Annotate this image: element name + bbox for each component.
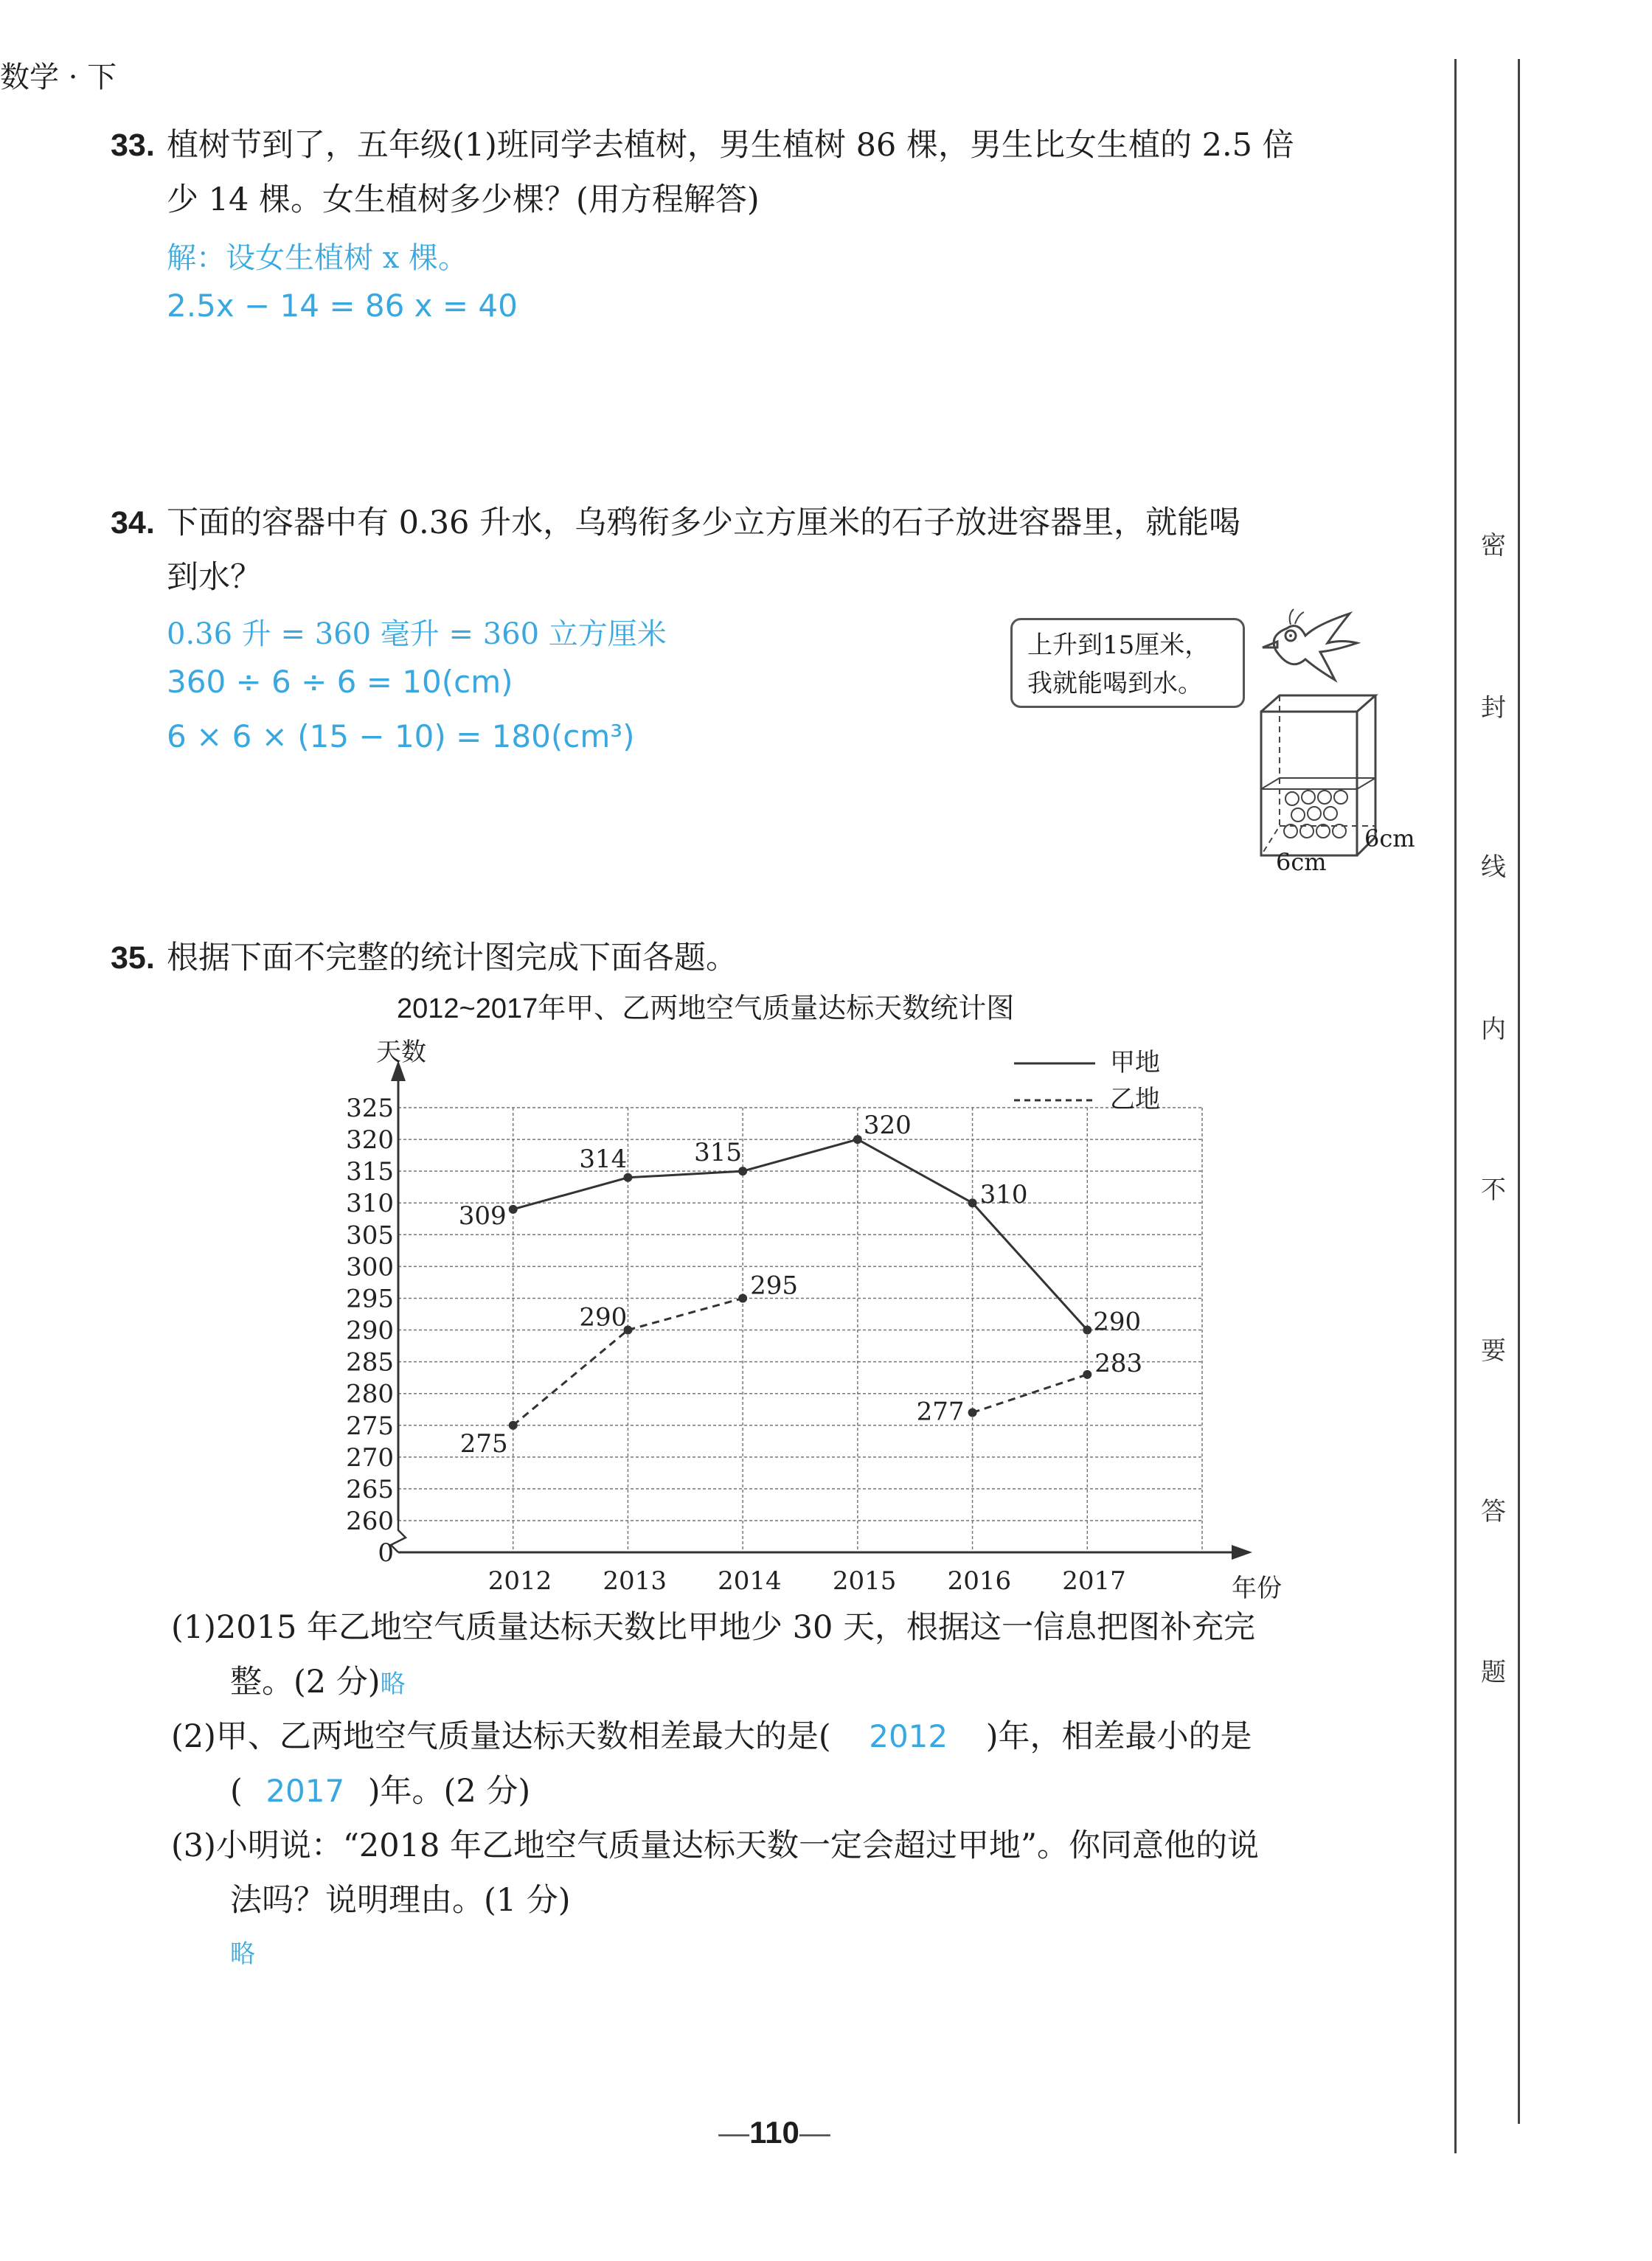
question-text: 植树节到了，五年级(1)班同学去植树，男生植树 86 棵，男生比女生植的 2.5 倍 xyxy=(167,127,1294,164)
dim-label-bottom: 6cm xyxy=(1276,848,1327,876)
question-text: 下面的容器中有 0.36 升水，乌鸦衔多少立方厘米的石子放进容器里，就能喝 xyxy=(167,504,1241,541)
data-label: 283 xyxy=(1094,1348,1143,1378)
chart-grid xyxy=(398,1108,1202,1552)
x-tick-label: 2016 xyxy=(947,1566,1012,1596)
data-point-甲地 xyxy=(509,1205,518,1214)
y-tick-label: 310 xyxy=(346,1189,394,1219)
subquestion-text xyxy=(230,1764,530,1819)
data-label: 314 xyxy=(579,1144,628,1174)
data-point-乙地 xyxy=(509,1421,518,1430)
series-segment-甲地 xyxy=(513,1178,628,1209)
answer-blank-2: 2017 xyxy=(266,1773,345,1809)
y-tick-label: 325 xyxy=(346,1094,394,1123)
data-label: 290 xyxy=(579,1302,628,1333)
page-number-value: 110 xyxy=(749,2115,799,2150)
handwritten-answer: 360 ÷ 6 ÷ 6 = 10(cm) xyxy=(167,664,513,700)
seal-char: 答 xyxy=(1481,1497,1506,1527)
subquestion-text xyxy=(230,1655,406,1712)
x-tick-label: 2013 xyxy=(603,1566,667,1596)
data-label: 310 xyxy=(979,1180,1028,1210)
seal-char: 内 xyxy=(1481,1015,1506,1044)
subquestion-text: (3)小明说：“2018 年乙地空气质量达标天数一定会超过甲地”。你同意他的说 xyxy=(171,1827,1259,1864)
subquestion-text: )年。(2 分) xyxy=(367,1773,531,1810)
speech-bubble xyxy=(1010,618,1245,708)
chart-legend xyxy=(1014,1048,1160,1114)
y-tick-label: 270 xyxy=(346,1442,394,1473)
question-text: 少 14 棵。女生植树多少棵？(用方程解答) xyxy=(167,181,760,218)
data-label: 275 xyxy=(459,1428,508,1459)
series-segment-甲地 xyxy=(743,1139,858,1171)
series-segment-乙地 xyxy=(513,1330,628,1425)
data-point-甲地 xyxy=(1083,1326,1092,1335)
question-text: 到水？ xyxy=(167,559,262,596)
binding-line-left xyxy=(1454,59,1457,2153)
data-label: 277 xyxy=(916,1397,965,1427)
seal-char: 题 xyxy=(1481,1658,1506,1687)
data-label: 290 xyxy=(1093,1307,1142,1337)
x-axis-arrow xyxy=(1232,1545,1252,1560)
handwritten-answer: 略 xyxy=(380,1670,406,1699)
x-tick-label: 2014 xyxy=(718,1566,782,1596)
y-tick-label: 290 xyxy=(346,1316,394,1346)
series-segment-甲地 xyxy=(628,1171,743,1178)
question-number: 34. xyxy=(111,505,155,541)
legend-label: 乙地 xyxy=(1110,1085,1160,1114)
chart-labels xyxy=(346,1038,1282,1600)
bubble-line: 我就能喝到水。 xyxy=(1027,669,1203,698)
x-axis-title: 年份 xyxy=(1232,1574,1282,1600)
y-tick-label: 305 xyxy=(346,1220,394,1251)
data-label: 315 xyxy=(694,1138,743,1168)
y-tick-label: 295 xyxy=(346,1284,394,1314)
data-point-甲地 xyxy=(623,1173,632,1182)
handwritten-answer: 解：设女生植树 x 棵。 xyxy=(167,241,468,275)
answer-blank-1: 2012 xyxy=(869,1718,948,1754)
x-tick-label: 2012 xyxy=(487,1566,552,1596)
book-title: 数学 · 下 xyxy=(0,60,117,94)
chart-series xyxy=(509,1135,1092,1430)
bubble-line: 上升到15厘米， xyxy=(1027,631,1210,660)
subquestion-text: )年，相差最小的是 xyxy=(985,1718,1252,1755)
data-point-乙地 xyxy=(1083,1370,1092,1379)
line-chart xyxy=(310,1025,1283,1600)
legend-label: 甲地 xyxy=(1110,1048,1160,1077)
question-number: 35. xyxy=(111,940,155,976)
seal-char: 密 xyxy=(1481,531,1506,560)
y-tick-label: 0 xyxy=(378,1538,394,1568)
subquestion-text: 法吗？说明理由。(1 分) xyxy=(230,1882,571,1919)
question-number: 33. xyxy=(111,128,155,163)
handwritten-answer: 0.36 升 = 360 毫升 = 360 立方厘米 xyxy=(167,617,667,651)
data-point-乙地 xyxy=(968,1409,977,1417)
chart-title: 2012~2017年甲、乙两地空气质量达标天数统计图 xyxy=(397,993,1015,1024)
subquestion-text: 整。(2 分) xyxy=(230,1664,381,1701)
series-segment-乙地 xyxy=(628,1298,743,1330)
y-tick-label: 280 xyxy=(346,1379,394,1409)
seal-char: 封 xyxy=(1481,693,1506,723)
data-point-甲地 xyxy=(968,1198,977,1207)
subquestion-text: ( xyxy=(230,1773,243,1810)
dim-label-right: 6cm xyxy=(1364,824,1415,852)
binding-line-right xyxy=(1518,59,1520,2124)
handwritten-answer: 6 × 6 × (15 − 10) = 180(cm³) xyxy=(167,718,635,754)
seal-char: 不 xyxy=(1481,1175,1506,1205)
subquestion-text xyxy=(171,1709,1252,1764)
y-tick-label: 300 xyxy=(346,1252,394,1282)
data-point-甲地 xyxy=(738,1167,747,1175)
handwritten-answer: 略 xyxy=(230,1939,255,1969)
y-tick-label: 320 xyxy=(346,1125,394,1156)
data-point-乙地 xyxy=(738,1293,747,1302)
data-label: 320 xyxy=(863,1111,912,1141)
x-tick-label: 2015 xyxy=(832,1566,897,1596)
data-label: 295 xyxy=(750,1271,799,1301)
seal-char: 要 xyxy=(1481,1336,1506,1366)
subquestion-text: (1)2015 年乙地空气质量达标天数比甲地少 30 天，根据这一信息把图补充完 xyxy=(171,1609,1256,1646)
y-tick-label: 315 xyxy=(346,1157,394,1187)
page-number: —110— xyxy=(718,2115,830,2150)
y-axis-title: 天数 xyxy=(376,1038,426,1067)
data-label: 309 xyxy=(458,1201,507,1231)
seal-char: 线 xyxy=(1481,852,1506,882)
crow-illustration xyxy=(1246,606,1364,695)
y-tick-label: 260 xyxy=(346,1507,394,1536)
data-point-甲地 xyxy=(853,1135,862,1144)
handwritten-answer: 2.5x − 14 = 86 x = 40 xyxy=(167,288,518,324)
x-tick-label: 2017 xyxy=(1062,1566,1126,1596)
y-tick-label: 285 xyxy=(346,1347,394,1378)
question-text: 根据下面不完整的统计图完成下面各题。 xyxy=(167,940,738,976)
y-tick-label: 275 xyxy=(346,1411,394,1441)
subquestion-text: (2)甲、乙两地空气质量达标天数相差最大的是( xyxy=(171,1718,831,1755)
y-tick-label: 265 xyxy=(346,1474,394,1504)
